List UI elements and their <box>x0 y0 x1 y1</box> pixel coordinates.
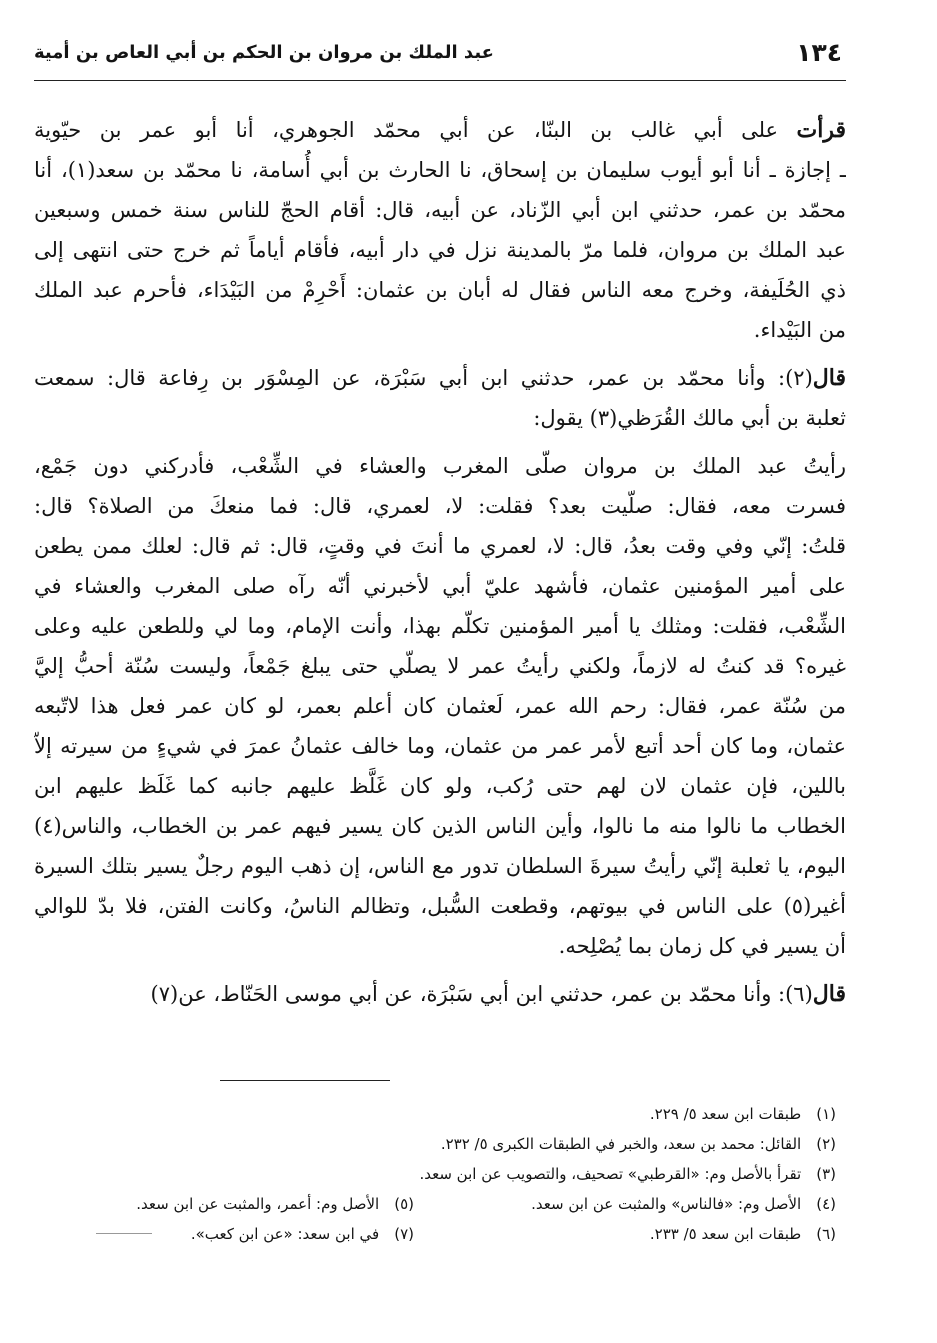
footnote-number: (٣) <box>816 1165 836 1183</box>
text-line: ـ إجازة ـ أنا أبو أيوب سليمان بن إسحاق، نا الحارث بن أبي أُسامة، نا محمّد بن سعد(١)، أنا <box>34 158 846 182</box>
text-line: محمّد بن عمر، حدثني ابن أبي الزّناد، عن أبيه، قال: أقام الحجّ للناس سنة خمس وسبعين <box>34 198 846 222</box>
text-line: عبد الملك بن مروان، فلما مرّ بالمدينة نزل في دار أبيه، فأقام أياماً ثم خرج حتى انتهى إلى <box>34 238 846 262</box>
footnote-number: (٤) <box>816 1195 836 1213</box>
text-line: على أمير المؤمنين عثمان، فأشهد عليّ أبي لأخبرني أنّه رآه صلى المغرب والعشاء في <box>34 574 846 598</box>
footnote-row <box>34 1129 846 1159</box>
text-line: غيره؟ قد كنتُ له لازماً، ولكني رأيتُ عمر لا يصلّي حتى يبلغ جَمْعاً، وليست سُنّة أحبُّ إليَّ <box>34 654 846 678</box>
footnote-number: (١) <box>816 1105 836 1123</box>
text-line: الخطاب ما نالوا منه ما نالوا، وأين الناس الذين كان يسير فيهم عمر بن الخطاب، والناس(٤) <box>34 814 846 838</box>
footnotes <box>34 1099 846 1249</box>
text-line: عثمان، وما كان أحد أتبع لأمر عمر من عثمان، وما خالف عثمانُ عمرَ في شيءٍ من سيرته إلاّ <box>34 734 846 758</box>
footnote-text: طبقات ابن سعد ٥/ ٢٢٩. <box>649 1105 802 1123</box>
text-line: أن يسير في كل زمان بما يُصْلِحه. <box>558 934 846 958</box>
text-line: رأيتُ عبد الملك بن مروان صلّى المغرب والعشاء في الشِّعْب، فأدركني دون جَمْع، <box>34 454 846 478</box>
paragraph-lead-word: قال <box>812 981 846 1007</box>
running-title: عبد الملك بن مروان بن الحكم بن أبي العاص بن أمية <box>34 42 494 63</box>
footnote <box>650 1219 836 1249</box>
paragraph-lead-word: قرأت <box>796 117 846 143</box>
footnote-number: (٦) <box>816 1225 836 1243</box>
footnote-number: (٥) <box>394 1195 414 1213</box>
text-line: قال(٢): وأنا محمّد بن عمر، حدثني ابن أبي سَبْرَة، عن المِسْوَر بن رِفاعة قال: سمعت <box>34 365 846 391</box>
text-line: قلتُ: إنّي وفي وقت بعدُ، قال: لا، لعمري ما أنتَ في وقتٍ، قال: ثم قال: لعلك ممن يطعن <box>34 534 846 558</box>
footnote <box>136 1189 414 1219</box>
footnote <box>531 1189 836 1219</box>
text-line: من سُنّة عمر، فقال: رحم الله عمر، لَعثمان كان أعلم بعمر، لو كان عمر فعل هذا لاتّبعه <box>34 694 846 718</box>
footnote-separator <box>220 1080 390 1081</box>
footnote-row <box>34 1099 846 1129</box>
footnote <box>419 1159 836 1189</box>
footnote-row <box>34 1189 846 1219</box>
footnote-text: تقرأ بالأصل وم: «القرطبي» تصحيف، والتصويب عن ابن سعد. <box>419 1165 802 1183</box>
paragraph <box>34 110 846 350</box>
book-page <box>34 22 846 1322</box>
paragraph <box>34 358 846 438</box>
text-line: اليوم، يا ثعلبة إنّي رأيتُ سيرةَ السلطان تدور مع الناس، إن ذهب اليوم رجلٌ يسير بتلك السيرة <box>34 854 846 878</box>
footnote <box>650 1099 836 1129</box>
page-number: ١٣٤ <box>796 38 842 67</box>
footnote-text: في ابن سعد: «عن ابن كعب». <box>190 1225 380 1243</box>
main-text <box>34 110 846 1022</box>
text-line: من البَيْداء. <box>753 318 846 342</box>
footnote-text: الأصل وم: أعمر، والمثبت عن ابن سعد. <box>136 1195 380 1213</box>
text-line: قرأت على أبي غالب بن البنّا، عن أبي محمّد الجوهري، أنا أبو عمر بن حيّوية <box>34 117 846 143</box>
page-end-dash <box>96 1233 152 1234</box>
footnote-text: طبقات ابن سعد ٥/ ٢٣٣. <box>649 1225 802 1243</box>
page-header <box>34 34 846 81</box>
paragraph-lead-word: قال <box>812 365 846 391</box>
paragraph <box>34 974 846 1014</box>
text-line: ثعلبة بن أبي مالك القُرَظي(٣) يقول: <box>533 406 846 430</box>
footnote-row <box>34 1159 846 1189</box>
text-line: فسرت معه، فقال: صلّيت بعد؟ فقلت: لا، لعمري، قال: فما منعكَ من الصلاة؟ قال: <box>34 494 846 518</box>
paragraph <box>34 446 846 966</box>
footnote-number: (٢) <box>816 1135 836 1153</box>
footnote-number: (٧) <box>394 1225 414 1243</box>
footnote <box>191 1219 414 1249</box>
text-line: باللين، فإن عثمان لان لهم حتى رُكب، ولو كان غَلَّظ عليهم جانبه كما غَلَظ عليهم ابن <box>34 774 846 798</box>
footnote-text: الأصل وم: «فالناس» والمثبت عن ابن سعد. <box>531 1195 802 1213</box>
footnote-text: القائل: محمد بن سعد، والخبر في الطبقات الكبرى ٥/ ٢٣٢. <box>440 1135 802 1153</box>
text-line: قال(٦): وأنا محمّد بن عمر، حدثني ابن أبي سَبْرَة، عن أبي موسى الحَنّاط، عن(٧) <box>150 981 846 1007</box>
footnote-row <box>34 1219 846 1249</box>
text-line: الشِّعْب، فقلت: ومثلك يا أمير المؤمنين تكلّم بهذا، وأنت الإمام، وما لي وللطعن عليه وعلى <box>34 614 846 638</box>
footnote <box>441 1129 836 1159</box>
text-line: ذي الحُلَيفة، وخرج معه الناس فقال له أبان بن عثمان: أَحْرِمْ من البَيْدَاء، فأحرم عبد الملك <box>34 278 846 302</box>
text-line: أغير(٥) على الناس في بيوتهم، وقطعت السُّبل، وتظالم الناسُ، وكانت الفتن، فلا بدّ للوالي <box>34 894 846 918</box>
